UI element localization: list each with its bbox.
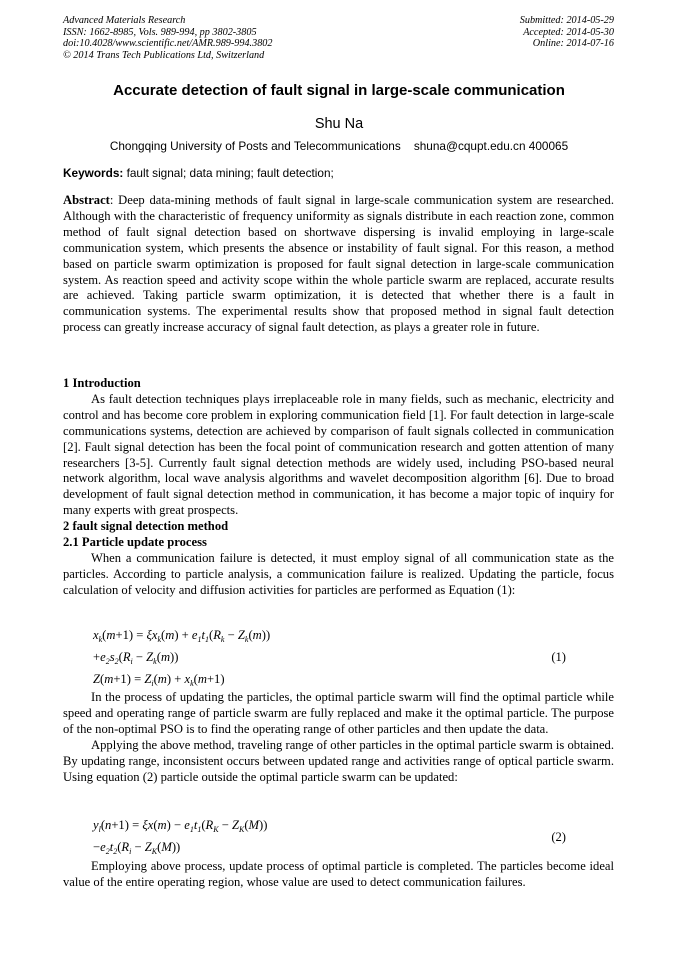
abstract [63, 193, 614, 336]
journal-header-left [63, 15, 272, 61]
introduction-paragraph: As fault detection techniques plays irreplaceable role in many fields, such as mechanic, electricity and control and has become core problem in exploring communication field [1]. For fault detection in large-scale communications systems, detection are achieved by comparison of fault signals collected in communication [2]. Fault signal detection has been the focal point of communication research and gotten attention of many researchers [3-5]. Currently fault signal detection methods are widely used, including PSO-based neural network algorithm, local wave analysis algorithms and wavelet decomposition algorithm [6]. Due to broad development of fault signal detection method in communication, it has become a major topic of inquiry for many experts with great prospects. [63, 391, 614, 518]
subsection-heading-particle-update: 2.1 Particle update process [63, 535, 207, 550]
paper-title: Accurate detection of fault signal in large-scale communication [113, 82, 565, 99]
equation-2-line-2: $-e_2t_2(R_i - Z_K(M))$ [93, 840, 181, 856]
issn-line: ISSN: 1662-8985, Vols. 989-994, pp 3802-3805 [63, 26, 257, 38]
method-paragraph-1: When a communication failure is detected, it must employ signal of all communication state as the particles. According to particle analysis, a communication failure is realized. Updating the particle, focus calculation of velocity and diffusion activities for particles are performed as Equation (1): [63, 550, 614, 597]
copyright-line: © 2014 Trans Tech Publications Ltd, Switzerland [63, 49, 265, 61]
section-introduction [63, 376, 614, 599]
keywords-label: Keywords: [63, 166, 124, 180]
method-paragraph-3: Applying the above method, traveling range of other particles in the optimal particle swarm is obtained. By updating range, inconsistent occurs between updated range and activities range of optical particle swarm. Using equation (2) particle outside the optimal particle swarm can be updated: [63, 737, 614, 784]
equation-2-line-1: $y_l(n+1) = \xi x(m) - e_1t_1(R_K - Z_K(M))$ [93, 818, 268, 834]
method-paragraphs-2-3 [63, 690, 614, 785]
journal-name: Advanced Materials Research [63, 15, 186, 26]
equation-1 [63, 628, 614, 692]
method-paragraph-2: In the process of updating the particles, the optimal particle swarm will find the optimal particle while speed and operating range of particle swarm are fully replaced and make it the optimal particle. The purpose of the non-optimal PSO is to find the operating range of other particles and then update the data. [63, 690, 614, 736]
author-name: Shu Na [314, 116, 364, 132]
section-heading-introduction: 1 Introduction [63, 376, 141, 390]
equation-1-line-1: $x_k(m+1) = \xi x_k(m) + e_1t_1(R_k - Z_k(m))$ [93, 628, 271, 644]
submitted-date: Submitted: 2014-05-29 [519, 15, 614, 26]
equation-1-line-3: $Z(m+1) = Z_i(m) + x_k(m+1)$ [93, 672, 225, 688]
accepted-date: Accepted: 2014-05-30 [523, 26, 614, 38]
equation-1-line-2: $+e_2s_2(R_i - Z_k(m))$ [93, 650, 179, 666]
abstract-label: Abstract [63, 193, 110, 207]
method-paragraph-4: Employing above process, update process of optimal particle is completed. The particles become ideal value of the entire operating region, whose value are used to detect communication failures. [63, 859, 614, 889]
keywords [63, 166, 334, 180]
journal-header-right [520, 15, 614, 50]
affiliation: Chongqing University of Posts and Telecommunications shuna@cqupt.edu.cn 400065 [109, 139, 569, 153]
keywords-text: fault signal; data mining; fault detection; [123, 166, 334, 180]
equation-2-number: (2) [551, 830, 566, 844]
equation-2 [63, 818, 614, 860]
method-paragraph-4-block [63, 859, 614, 891]
equation-1-number: (1) [551, 650, 566, 664]
section-heading-method: 2 fault signal detection method [63, 519, 229, 534]
online-date: Online: 2014-07-16 [532, 38, 614, 50]
doi-line[interactable]: doi:10.4028/www.scientific.net/AMR.989-994.3802 [63, 38, 273, 50]
abstract-text: : Deep data-mining methods of fault signal in large-scale communication system are researched. Although with the characteristic of frequency uniformity as signals distribute in each reaction zone, common method of fault signal detection based on shortwave dispersing is invalid employing in large-scale communication system, which presents the absence or instability of fault signal. For this reason, a method based on particle swarm optimization is proposed for fault signal detection in large-scale communication system. As reaction speed and activity scope within the whole particle swarm are replaced, accurate results are achieved. Taking particle swarm optimization, it is detected that whether there is a fault in communication systems. The experimental results show that proposed method in signal fault detection process can greatly increase accuracy of signal fault detection, as plays a greater role in future. [63, 193, 614, 335]
